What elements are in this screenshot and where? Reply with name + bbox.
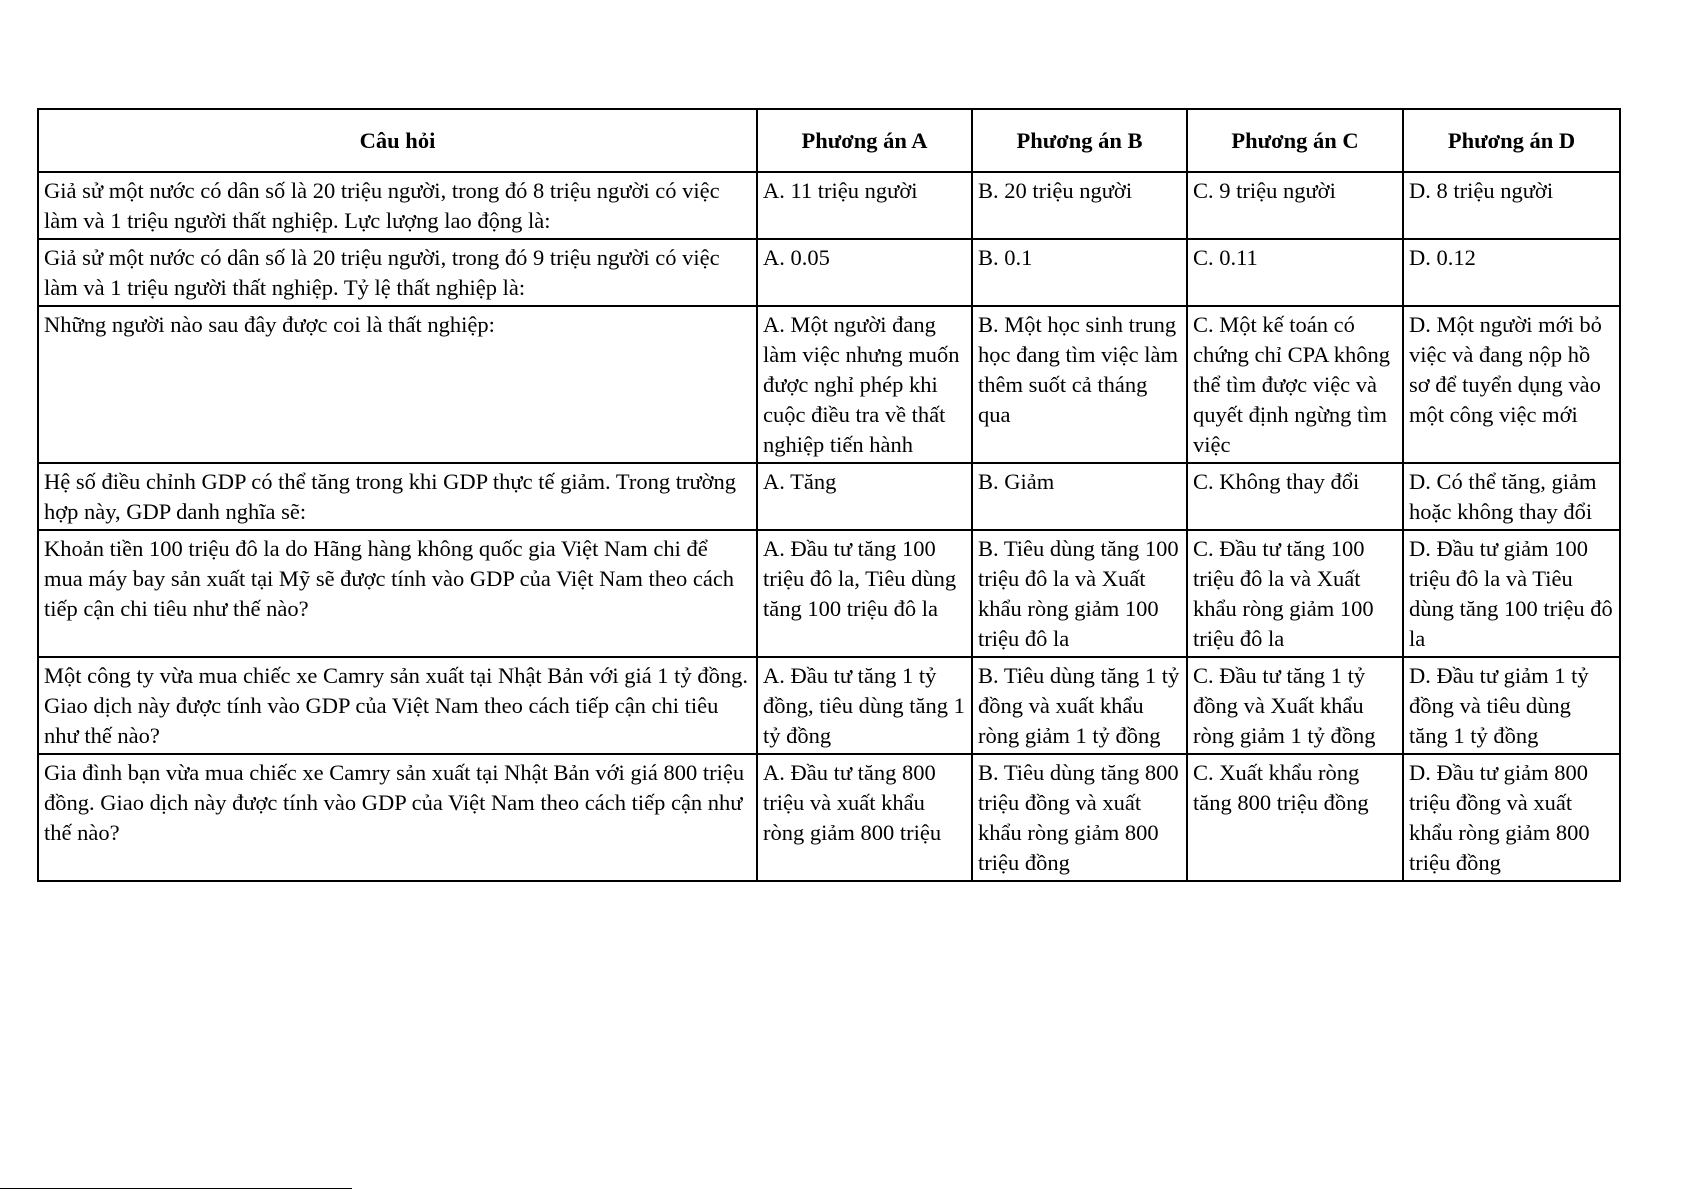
table-row [38, 239, 1620, 306]
option-b-cell: B. Một học sinh trung học đang tìm việc làm thêm suốt cả tháng qua [972, 306, 1187, 463]
table-header-row [38, 109, 1620, 172]
table-row [38, 172, 1620, 239]
option-b-cell: B. 0.1 [972, 239, 1187, 306]
option-d-cell: D. Đầu tư giảm 100 triệu đô la và Tiêu dùng tăng 100 triệu đô la [1403, 530, 1620, 657]
option-b-cell: B. 20 triệu người [972, 172, 1187, 239]
table-row [38, 463, 1620, 530]
table-row [38, 530, 1620, 657]
option-a-cell: A. Tăng [757, 463, 972, 530]
question-cell: Hệ số điều chỉnh GDP có thể tăng trong khi GDP thực tế giảm. Trong trường hợp này, GDP danh nghĩa sẽ: [38, 463, 757, 530]
option-b-cell: B. Giảm [972, 463, 1187, 530]
option-c-cell: C. Đầu tư tăng 100 triệu đô la và Xuất khẩu ròng giảm 100 triệu đô la [1187, 530, 1403, 657]
question-cell: Giả sử một nước có dân số là 20 triệu người, trong đó 9 triệu người có việc làm và 1 triệu người thất nghiệp. Tỷ lệ thất nghiệp là: [38, 239, 757, 306]
table-row [38, 754, 1620, 881]
option-b-cell: B. Tiêu dùng tăng 1 tỷ đồng và xuất khẩu ròng giảm 1 tỷ đồng [972, 657, 1187, 754]
header-question: Câu hỏi [38, 109, 757, 172]
header-option-d: Phương án D [1403, 109, 1620, 172]
question-cell: Một công ty vừa mua chiếc xe Camry sản xuất tại Nhật Bản với giá 1 tỷ đồng. Giao dịch này được tính vào GDP của Việt Nam theo cách tiếp cận chi tiêu như thế nào? [38, 657, 757, 754]
option-c-cell: C. Đầu tư tăng 1 tỷ đồng và Xuất khẩu ròng giảm 1 tỷ đồng [1187, 657, 1403, 754]
option-a-cell: A. Đầu tư tăng 800 triệu và xuất khẩu ròng giảm 800 triệu [757, 754, 972, 881]
option-a-cell: A. 11 triệu người [757, 172, 972, 239]
question-table [37, 108, 1621, 882]
option-d-cell: D. Một người mới bỏ việc và đang nộp hồ sơ để tuyển dụng vào một công việc mới [1403, 306, 1620, 463]
header-option-b: Phương án B [972, 109, 1187, 172]
option-c-cell: C. Xuất khẩu ròng tăng 800 triệu đồng [1187, 754, 1403, 881]
header-option-a: Phương án A [757, 109, 972, 172]
option-a-cell: A. Đầu tư tăng 1 tỷ đồng, tiêu dùng tăng 1 tỷ đồng [757, 657, 972, 754]
question-cell: Gia đình bạn vừa mua chiếc xe Camry sản xuất tại Nhật Bản với giá 800 triệu đồng. Giao dịch này được tính vào GDP của Việt Nam theo cách tiếp cận như thế nào? [38, 754, 757, 881]
option-a-cell: A. Một người đang làm việc nhưng muốn được nghỉ phép khi cuộc điều tra về thất nghiệp tiến hành [757, 306, 972, 463]
option-d-cell: D. Có thể tăng, giảm hoặc không thay đổi [1403, 463, 1620, 530]
question-cell: Khoản tiền 100 triệu đô la do Hãng hàng không quốc gia Việt Nam chi để mua máy bay sản xuất tại Mỹ sẽ được tính vào GDP của Việt Nam theo cách tiếp cận chi tiêu như thế nào? [38, 530, 757, 657]
option-d-cell: D. Đầu tư giảm 800 triệu đồng và xuất khẩu ròng giảm 800 triệu đồng [1403, 754, 1620, 881]
option-d-cell: D. 0.12 [1403, 239, 1620, 306]
option-d-cell: D. 8 triệu người [1403, 172, 1620, 239]
table-row [38, 657, 1620, 754]
header-option-c: Phương án C [1187, 109, 1403, 172]
option-a-cell: A. Đầu tư tăng 100 triệu đô la, Tiêu dùng tăng 100 triệu đô la [757, 530, 972, 657]
option-b-cell: B. Tiêu dùng tăng 800 triệu đồng và xuất khẩu ròng giảm 800 triệu đồng [972, 754, 1187, 881]
option-c-cell: C. Không thay đổi [1187, 463, 1403, 530]
option-c-cell: C. 0.11 [1187, 239, 1403, 306]
option-a-cell: A. 0.05 [757, 239, 972, 306]
option-c-cell: C. 9 triệu người [1187, 172, 1403, 239]
option-b-cell: B. Tiêu dùng tăng 100 triệu đô la và Xuất khẩu ròng giảm 100 triệu đô la [972, 530, 1187, 657]
table-row [38, 306, 1620, 463]
option-d-cell: D. Đầu tư giảm 1 tỷ đồng và tiêu dùng tăng 1 tỷ đồng [1403, 657, 1620, 754]
question-cell: Giả sử một nước có dân số là 20 triệu người, trong đó 8 triệu người có việc làm và 1 triệu người thất nghiệp. Lực lượng lao động là: [38, 172, 757, 239]
question-cell: Những người nào sau đây được coi là thất nghiệp: [38, 306, 757, 463]
footnote-separator [0, 1188, 352, 1189]
option-c-cell: C. Một kế toán có chứng chỉ CPA không thể tìm được việc và quyết định ngừng tìm việc [1187, 306, 1403, 463]
